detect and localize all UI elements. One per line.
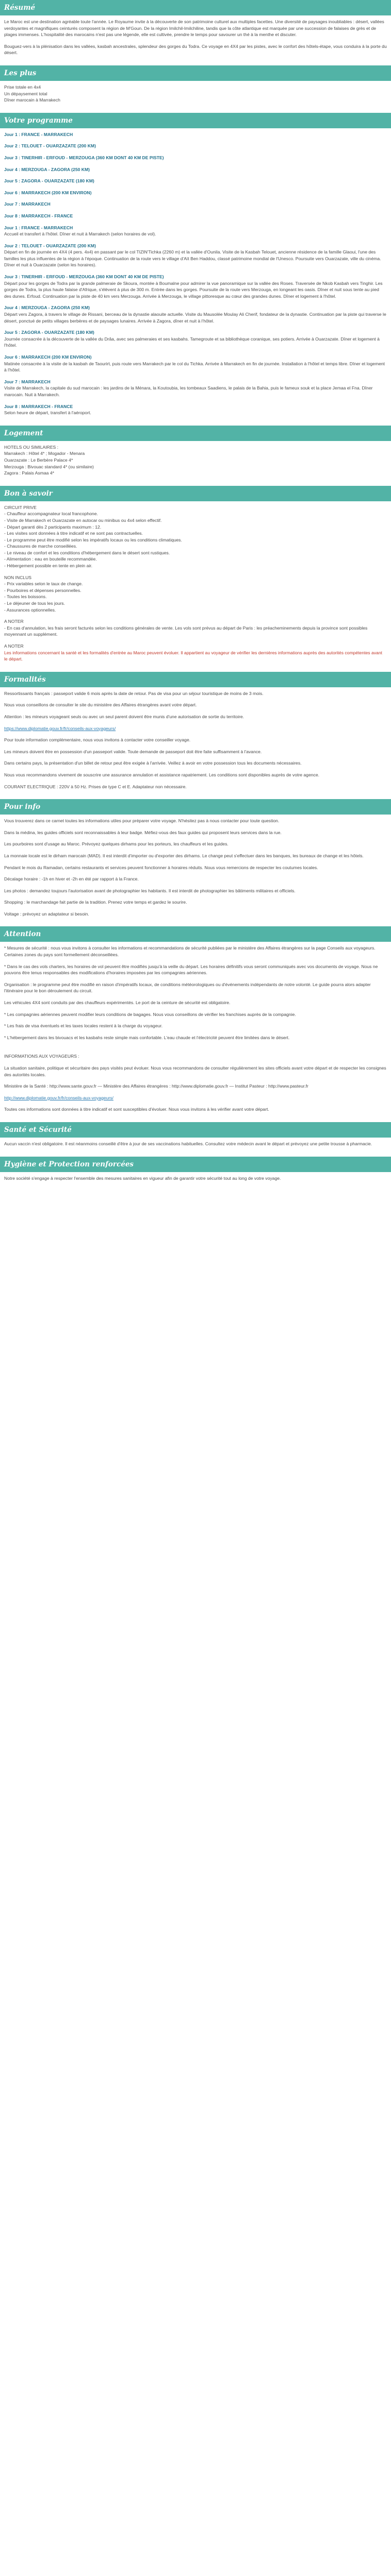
a-noter-text: - En cas d'annulation, les frais seront facturés selon les conditions générales de vente. Les vols sont prévus au départ de Paris : les préacheminements depuis la province sont possibles moyennant un supplément. [4,625,368,637]
attention-paragraph: * Les frais de visa éventuels et les taxes locales restent à la charge du voyageur. [4,1023,163,1029]
day-detail-heading: Jour 1 : FRANCE - MARRAKECH [4,225,73,230]
section-header-plus: Les plus [0,65,391,81]
page [0,0,391,1191]
logement-item: Zagora : Palais Asmaa 4* [4,470,54,476]
attention-paragraph: Les véhicules 4X4 sont conduits par des chauffeurs expérimentés. Le port de la ceinture de sécurité est obligatoire. [4,1000,231,1006]
section-header-bon-a-savoir: Bon à savoir [0,486,391,501]
logement-content [0,441,391,486]
attention-paragraph: * Dans le cas des vols charters, les horaires de vol peuvent être modifiés jusqu'à la veille du départ. Les horaires définitifs vous seront communiqués avec vos documents de voyage. Nous ne pouvons être tenus responsables des modifications d'horaires imposées par les compagnies aériennes. [4,963,378,976]
pour-info-content [0,815,391,926]
day-detail-text: Visite de Marrakech, la capitale du sud marocain : les jardins de la Ménara, la Koutoubia, les tombeaux Saadiens, le palais de la Bahia, puis le fameux souk et la place Jemaa el Fna. Dîner marocain. Nuit à Marrakech. [4,385,373,397]
day-summary: Jour 3 : TINERHIR - ERFOUD - MERZOUGA (360 KM DONT 40 KM DE PISTE) [4,155,164,160]
section-header-resume: Résumé [0,0,391,15]
a-noter-label: A NOTER [4,643,24,649]
logement-item: HOTELS OU SIMILAIRES : [4,444,59,450]
sante-paragraph: Aucun vaccin n'est obligatoire. Il est néanmoins conseillé d'être à jour de ses vaccinations habituelles. Consultez votre médecin avant le départ et prévoyez une petite trousse à pharmacie. [4,1141,372,1146]
circuit-item: - Le programme peut être modifié selon les impératifs locaux ou les conditions climatiques. [4,537,182,543]
day-detail-text: Départ en fin de journée en 4X4 (4 pers. 4x4) en passant par le col TIZIN'Tichka (2260 m) et la vallée d'Ounila. Visite de la Kasbah Telouet, ancienne résidence de la famille Glaoui, l'une des familles les plus influentes de la région à l'époque. Continuation de la route vers le village d'Aït Ben Haddou, classé patrimoine mondial de l'Unesco. Poursuite vers Ouarzazate, ville du cinéma. Dîner et nuit à Ouarzazate (selon les horaires). [4,249,381,268]
pour-info-paragraph: Dans la médina, les guides officiels sont reconnaissables à leur badge. Méfiez-vous des faux guides qui proposent leurs services dans la rue. [4,829,282,835]
section-header-hygiene: Hygiène et Protection renforcées [0,1157,391,1172]
logement-item: Merzouga : Bivouac standard 4* (ou similaire) [4,464,94,469]
formalites-paragraph: Dans certains pays, la présentation d'un billet de retour peut être exigée à l'arrivée. Veillez à avoir en votre possession tous les documents nécessaires. [4,760,302,766]
a-noter-label: A NOTER [4,619,24,624]
day-detail-text: Selon heure de départ, transfert à l'aéroport. [4,410,91,416]
attention-paragraph: La situation sanitaire, politique et sécuritaire des pays visités peut évoluer. Nous vous recommandons de consulter régulièrement les sites officiels avant votre départ et de respecter les consignes des autorités locales. [4,1065,386,1077]
diplomatie-link[interactable]: https://www.diplomatie.gouv.fr/fr/conseils-aux-voyageurs/ [4,725,116,731]
pour-info-paragraph: Les pourboires sont d'usage au Maroc. Prévoyez quelques dirhams pour les porteurs, les chauffeurs et les guides. [4,841,229,847]
day-summary: Jour 7 : MARRAKECH [4,201,51,207]
programme-content [0,128,391,426]
pour-info-paragraph: Shopping : le marchandage fait partie de la tradition. Prenez votre temps et gardez le sourire. [4,900,187,905]
day-summary: Jour 5 : ZAGORA - OUARZAZATE (180 KM) [4,178,94,184]
day-detail-text: Départ vers Zagora, à travers le village de Rissani, berceau de la dynastie alaouite actuelle. Visite du Mausolée Moulay Ali Cherif, fondateur de la dynastie. Continuation par la piste qui traverse le désert, ponctué de petits villages berbères et de paysages lunaires. Arrivée à Zagora, dîner et nuit à l'hôtel. [4,312,386,324]
notes-item: - Assurances optionnelles. [4,607,56,613]
plus-item: Dîner marocain à Marrakech [4,97,60,103]
plus-item: Un dépaysement total [4,91,47,96]
formalites-paragraph: Ressortissants français : passeport valide 6 mois après la date de retour. Pas de visa pour un séjour touristique de moins de 3 mois. [4,690,264,696]
formalites-paragraph: Attention : les mineurs voyageant seuls ou avec un seul parent doivent être munis d'une autorisation de sortie du territoire. [4,714,245,719]
notes-item: - Prix variables selon le taux de change. [4,581,83,587]
sante-content [0,1138,391,1157]
section-header-attention: Attention [0,926,391,942]
circuit-item: - Chauffeur accompagnateur local francophone. [4,511,98,517]
spacer [4,1046,387,1053]
attention-paragraph: Ministère de la Santé : http://www.sante.gouv.fr — Ministère des Affaires étrangères : http://www.diplomatie.gouv.fr — Institut Pasteur : http://www.pasteur.fr [4,1083,308,1089]
logement-item: Ouarzazate : Le Berbère Palace 4* [4,457,73,463]
pour-info-paragraph: Voltage : prévoyez un adaptateur si besoin. [4,911,89,917]
pour-info-paragraph: Vous trouverez dans ce carnet toutes les informations utiles pour préparer votre voyage. N'hésitez pas à nous contacter pour toute question. [4,818,280,824]
day-detail-text: Matinée consacrée à la visite de la kasbah de Taourirt, puis route vers Marrakech par le col du Tichka. Arrivée à Marrakech en fin de journée. Installation à l'hôtel et temps libre. Dîner et logement à l'hôtel. [4,361,385,373]
circuit-item: - Départ garanti dès 2 participants maximum : 12. [4,524,102,530]
circuit-item: - Le niveau de confort et les conditions d'hébergement dans le désert sont rustiques. [4,550,170,555]
formalites-paragraph: Les mineurs doivent être en possession d'un passeport valide. Toute demande de passeport doit être faite suffisamment à l'avance. [4,749,262,754]
section-header-pour-info: Pour info [0,799,391,815]
attention-paragraph: Organisation : le programme peut être modifié en raison d'impératifs locaux, de conditions météorologiques ou d'événements indépendants de notre volonté. Le guide pourra alors adapter l'itinéraire pour le bon déroulement du circuit. [4,981,371,994]
day-summary: Jour 1 : FRANCE - MARRAKECH [4,131,73,137]
pour-info-paragraph: Pendant le mois du Ramadan, certains restaurants et services peuvent fonctionner à horaires réduits. Nous vous remercions de respecter les coutumes locales. [4,865,318,870]
section-header-logement: Logement [0,426,391,441]
day-detail-heading: Jour 6 : MARRAKECH (200 KM ENVIRON) [4,354,92,360]
plus-item: Prise totale en 4x4 [4,84,41,90]
formalites-paragraph: Pour toute information complémentaire, nous vous invitons à contacter votre conseiller voyage. [4,737,191,743]
attention-paragraph: * Mesures de sécurité : nous vous invitons à consulter les informations et recommandations de sécurité publiées par le ministère des Affaires étrangères sur la page Conseils aux voyageurs. Certaines zones du pays sont formellement déconseillées. [4,945,376,958]
attention-paragraph: * Les compagnies aériennes peuvent modifier leurs conditions de bagages. Nous vous conseillons de vérifier les franchises auprès de la compagnie. [4,1011,296,1017]
circuit-item: - Les visites sont données à titre indicatif et ne sont pas contractuelles. [4,531,143,536]
resume-paragraph: Le Maroc est une destination agréable toute l'année. Le Royaume invite à la découverte de son patrimoine culturel aux multiples facettes. Une diversité de paysages inoubliables : désert, vallées verdoyantes et magnifiques ceinturés composent la région de M'Goun. De la région Imilchil-Imilchiline, tandis que la côte atlantique est marquée par une succession de falaises de grès et de plages immenses. L'hospitalité des marocains n'est pas une légende, elle est cultivée, prendre le temps pour savourer un thé à la menthe et discuter. [4,19,384,38]
day-summary: Jour 4 : MERZOUGA - ZAGORA (250 KM) [4,166,90,172]
circuit-item: - Alimentation : eau en bouteille recommandée. [4,556,97,562]
notes-label: NON INCLUS [4,574,32,580]
day-detail-text: Départ pour les gorges de Todra par la grande palmeraie de Skoura, montée à Boumalne pour admirer la vue panoramique sur la vallée des Roses. Traversée de Nkob Kasbah vers Tinghir. Les gorges de Todra, la plus haute falaise d'Afrique, s'élèvent à plus de 300 m. Entrée dans les gorges. Poursuite de la route vers Merzouga, en longeant les oasis. Dîner et nuit sous tente au pied des dunes. Erfoud. Continuation par la piste de 40 km vers Merzouga. Arrivée à Merzouga, le village pittoresque au cœur des grandes dunes. Dîner et logement à l'hôtel. [4,280,383,299]
formalites-content [0,687,391,799]
hygiene-paragraph: Notre société s'engage à respecter l'ensemble des mesures sanitaires en vigueur afin de garantir votre sécurité tout au long de votre voyage. [4,1175,281,1181]
resume-content [0,15,391,65]
attention-paragraph: Toutes ces informations sont données à titre indicatif et sont susceptibles d'évoluer. Nous vous invitons à les vérifier avant votre départ. [4,1107,269,1112]
pour-info-paragraph: Les photos : demandez toujours l'autorisation avant de photographier les habitants. Il est interdit de photographier les bâtiments militaires et officiels. [4,888,296,893]
info-voyageurs-label: INFORMATIONS AUX VOYAGEURS : [4,1054,79,1059]
pour-info-paragraph: La monnaie locale est le dirham marocain (MAD). Il est interdit d'importer ou d'exporter des dirhams. Le change peut s'effectuer dans les banques, les bureaux de change et les hôtels. [4,853,364,858]
attention-paragraph: * L'hébergement dans les bivouacs et les kasbahs reste simple mais confortable. L'eau chaude et l'électricité peuvent être limitées dans le désert. [4,1035,290,1040]
formalites-paragraph: Nous vous conseillons de consulter le site du ministère des Affaires étrangères avant votre départ. [4,702,197,708]
formalites-paragraph: Nous vous recommandons vivement de souscrire une assurance annulation et assistance rapatriement. Les conditions sont disponibles auprès de votre agence. [4,772,319,777]
section-header-formalites: Formalités [0,672,391,687]
day-detail-heading: Jour 7 : MARRAKECH [4,379,51,384]
circuit-label: CIRCUIT PRIVE [4,504,37,510]
section-header-programme: Votre programme [0,113,391,128]
section-header-sante: Santé et Sécurité [0,1122,391,1138]
plus-content [0,81,391,113]
hygiene-content [0,1172,391,1191]
day-detail-text: Accueil et transfert à l'hôtel. Dîner et nuit à Marrakech (selon horaires de vol). [4,231,156,237]
day-detail-heading: Jour 3 : TINERHIR - ERFOUD - MERZOUGA (360 KM DONT 40 KM DE PISTE) [4,274,164,280]
day-detail-heading: Jour 2 : TELOUET - OUARZAZATE (200 KM) [4,243,96,248]
circuit-item: - Hébergement possible en tente en plein air. [4,563,93,569]
notes-item: - Le déjeuner de tous les jours. [4,601,65,606]
formalites-paragraph: COURANT ELECTRIQUE : 220V à 50 Hz. Prises de type C et E. Adaptateur non nécessaire. [4,784,187,789]
day-summary: Jour 2 : TELOUET - OUARZAZATE (200 KM) [4,143,96,149]
day-detail-heading: Jour 8 : MARRAKECH - FRANCE [4,403,73,409]
day-detail-heading: Jour 5 : ZAGORA - OUARZAZATE (180 KM) [4,330,94,335]
day-detail-text: Journée consacrée à la découverte de la vallée du Drâa, avec ses palmeraies et ses kasbahs. Tamegroute et sa bibliothèque coranique, ses potiers. Arrivée à Ouarzazate. Dîner et logement à l'hôtel. [4,336,380,348]
circuit-item: - Visite de Marrakech et Ouarzazate en autocar ou minibus ou 4x4 selon effectif. [4,517,162,523]
day-summary: Jour 8 : MARRAKECH - FRANCE [4,213,73,218]
day-summary: Jour 6 : MARRAKECH (200 KM ENVIRON) [4,190,92,195]
logement-item: Marrakech : Hôtel 4* ; Mogador - Menara [4,451,85,456]
conseils-link[interactable]: http://www.diplomatie.gouv.fr/fr/conseils-aux-voyageurs/ [4,1095,113,1100]
bon-content [0,501,391,672]
pour-info-paragraph: Décalage horaire : -1h en hiver et -2h en été par rapport à la France. [4,876,139,882]
day-detail-heading: Jour 4 : MERZOUGA - ZAGORA (250 KM) [4,305,90,311]
notes-item: - Toutes les boissons. [4,594,47,600]
circuit-item: - Chaussures de marche conseillées. [4,544,77,549]
notes-item: - Pourboires et dépenses personnelles. [4,587,82,593]
a-noter-alert: Les informations concernant la santé et les formalités d'entrée au Maroc peuvent évoluer. Il appartient au voyageur de vérifier les dernières informations auprès des autorités compétentes avant le départ. [4,650,382,662]
resume-paragraph: Bouguez-vers à la plénisation dans les vallées, kasbah ancestrales, splendeur des gorges du Todra. Ce voyage en 4X4 par les pistes, avec le confort des hôtels-étape, vous conduira à la porte du désert. [4,43,387,56]
attention-content [0,942,391,1122]
